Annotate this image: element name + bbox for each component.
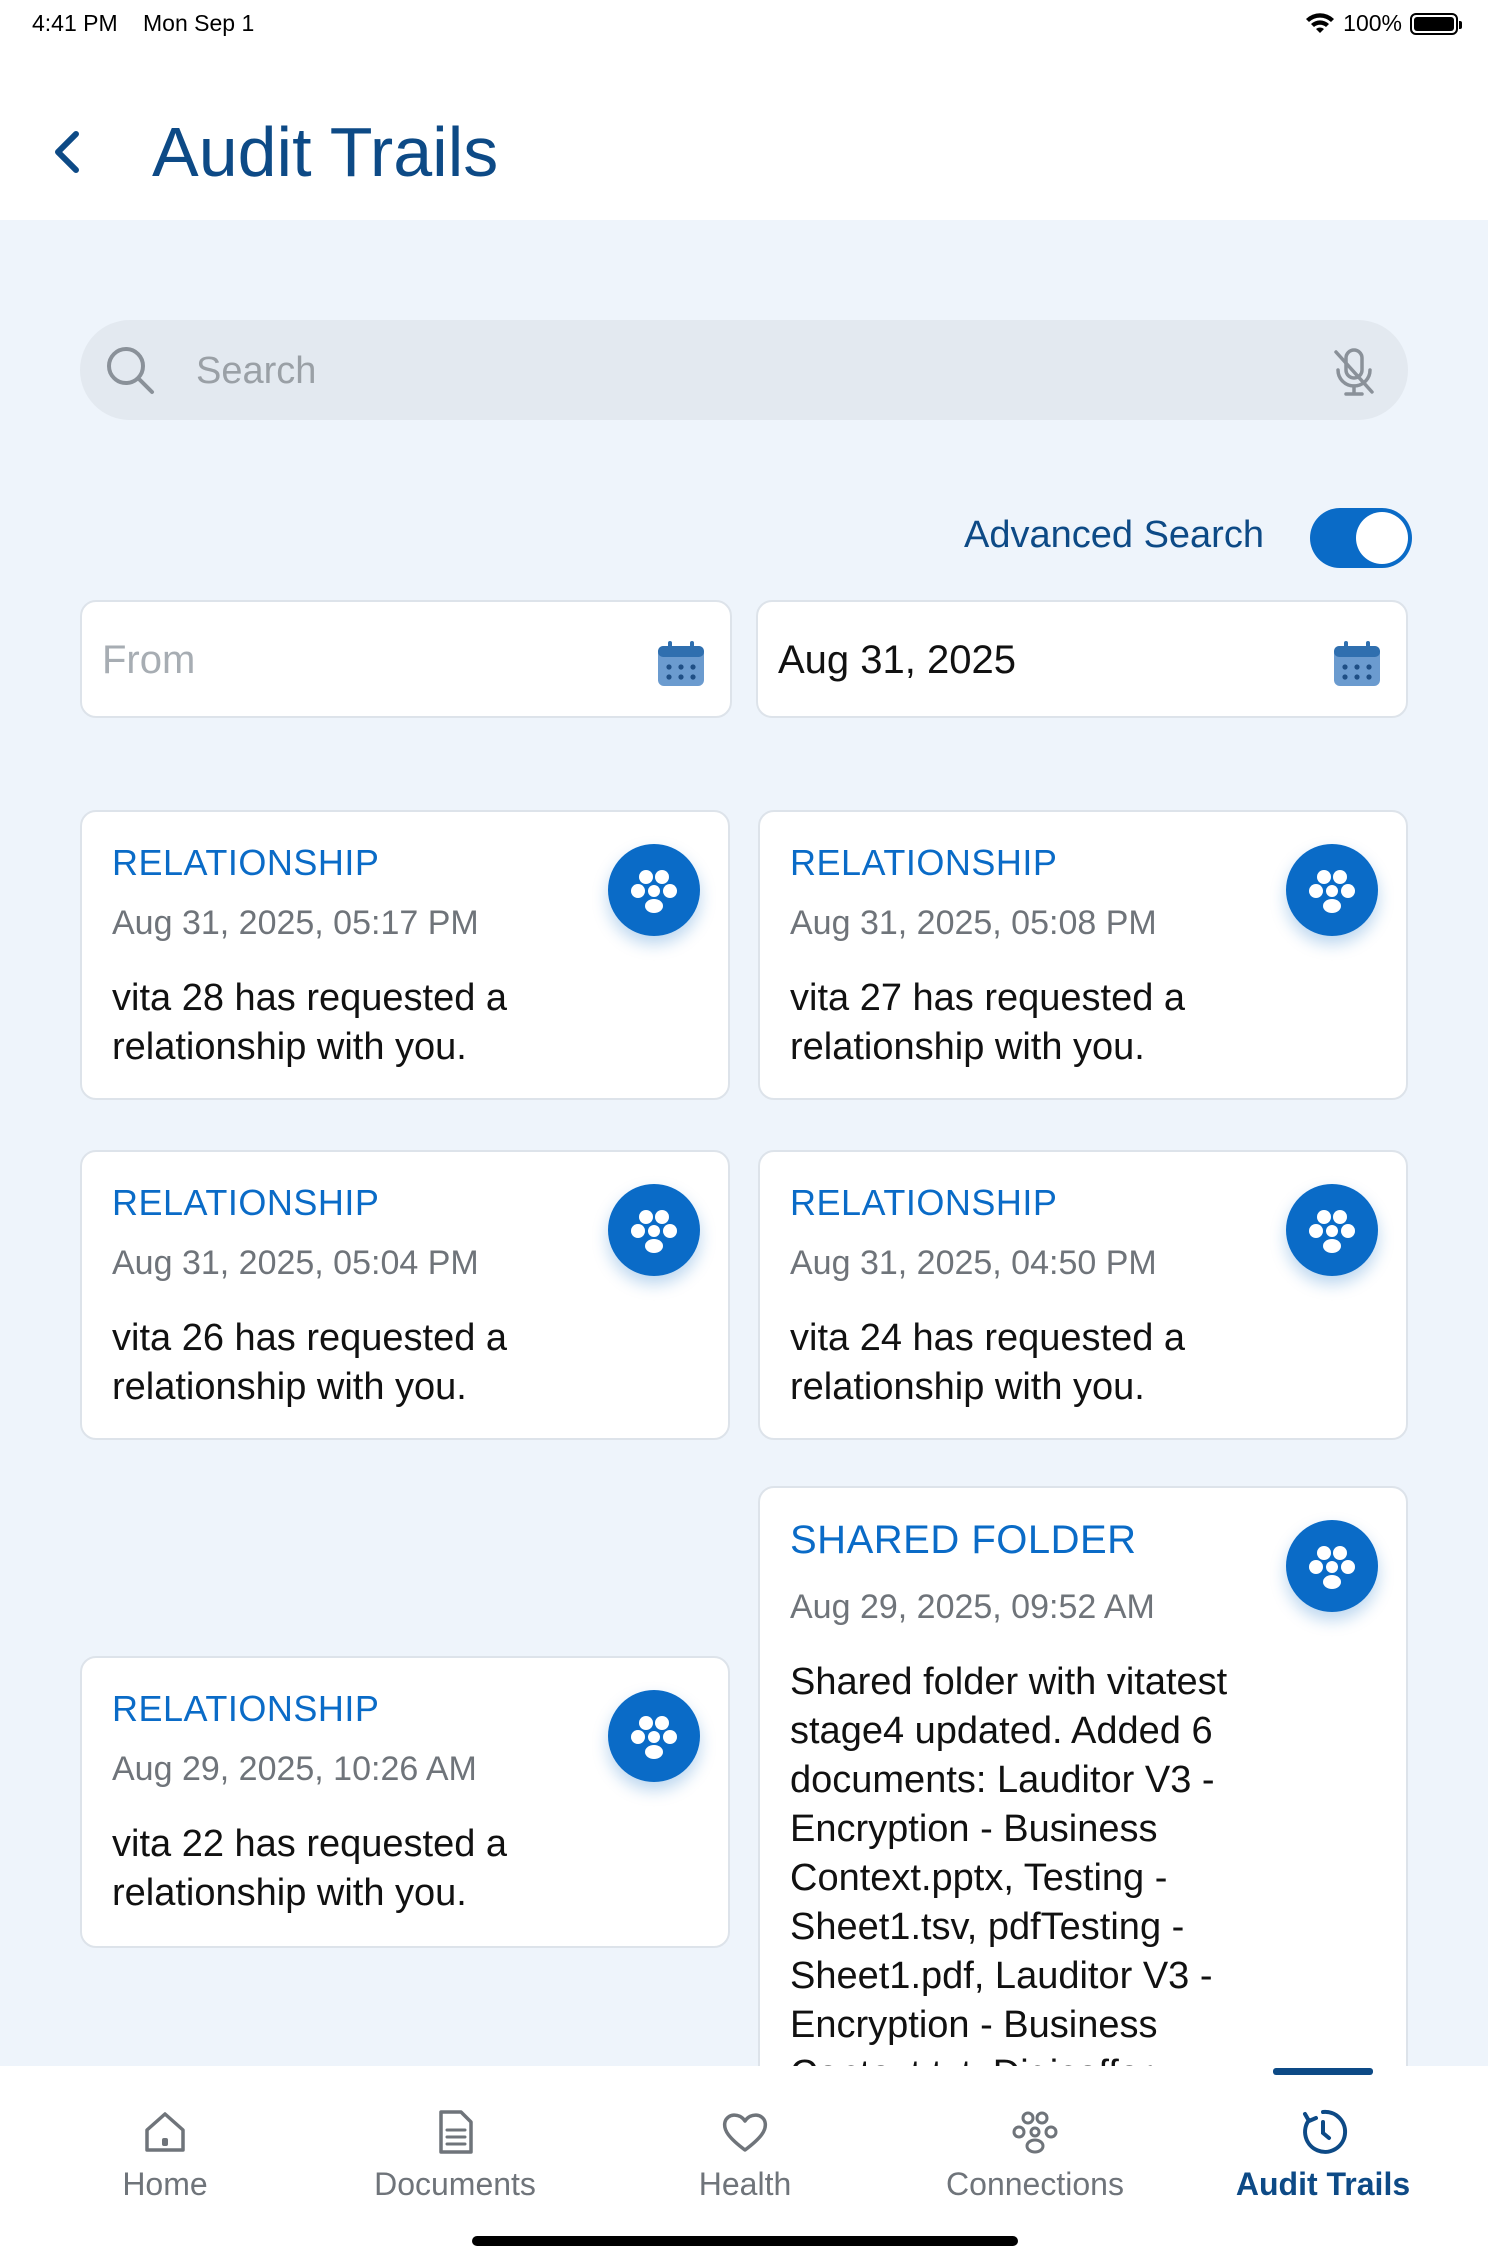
card-type: RELATIONSHIP [790,842,1058,883]
from-date-field[interactable] [80,600,732,718]
card-type: SHARED FOLDER [790,1518,1137,1562]
card-date: Aug 31, 2025, 04:50 PM [790,1244,1157,1282]
to-date-value: Aug 31, 2025 [778,638,1016,682]
from-date-placeholder: From [102,638,196,682]
tab-label: Audit Trails [1235,2166,1411,2202]
tab-label: Home [122,2166,208,2202]
document-icon [429,2106,481,2158]
home-icon [139,2106,191,2158]
home-indicator [472,2236,1018,2246]
card-date: Aug 31, 2025, 05:08 PM [790,904,1157,942]
tab-health[interactable] [600,2066,890,2216]
card-message: vita 28 has requested a relationship with you. [112,977,508,1068]
tab-audit-trails[interactable] [1178,2066,1468,2216]
tab-home[interactable] [20,2066,310,2216]
card-date: Aug 29, 2025, 10:26 AM [112,1750,477,1788]
battery-percent: 100% [1343,10,1402,36]
card-type: RELATIONSHIP [112,842,380,883]
status-date: Mon Sep 1 [143,10,255,36]
card-message: vita 22 has requested a relationship with you. [112,1823,508,1914]
header [0,52,1488,220]
card-message: vita 24 has requested a relationship with you. [790,1317,1186,1408]
audit-card[interactable] [758,810,1408,1100]
search-input[interactable] [196,346,1276,396]
calendar-icon[interactable] [656,640,706,688]
card-message: Shared folder with vitatest stage4 updated. Added 6 documents: Lauditor V3 - Encryption - Business Context.pptx, Testing - Sheet1.tsv, pdfTesting - Sheet1.pdf, Lauditor V3 - Encryption - Business [790,1661,1228,2046]
calendar-icon[interactable] [1332,640,1382,688]
card-date: Aug 31, 2025, 05:04 PM [112,1244,479,1282]
card-message: vita 27 has requested a relationship with you. [790,977,1186,1068]
advanced-search-label: Advanced Search [964,514,1264,556]
search-bar[interactable] [80,320,1408,420]
card-type: RELATIONSHIP [790,1182,1058,1223]
back-button[interactable] [42,122,92,182]
search-icon [102,342,158,398]
connections-icon [1286,1184,1378,1276]
heart-icon [719,2106,771,2158]
status-right [1305,10,1458,37]
chevron-left-icon [42,122,92,182]
card-date: Aug 29, 2025, 09:52 AM [790,1588,1155,1626]
to-date-field[interactable] [756,600,1408,718]
connections-icon [608,1184,700,1276]
advanced-search-toggle[interactable] [1310,508,1412,568]
connections-icon [1286,844,1378,936]
active-tab-indicator [1273,2068,1373,2075]
tab-connections[interactable] [890,2066,1180,2216]
tab-label: Health [698,2166,792,2202]
wifi-icon [1305,13,1335,35]
audit-card[interactable] [758,1150,1408,1440]
audit-card[interactable] [758,1486,1408,2106]
mic-off-icon[interactable] [1330,346,1378,398]
audit-card[interactable] [80,810,730,1100]
audit-card[interactable] [80,1656,730,1948]
page-title: Audit Trails [152,113,499,191]
connections-icon [608,844,700,936]
toggle-knob [1356,512,1408,564]
status-bar [0,0,1488,52]
tab-label: Connections [946,2166,1124,2202]
card-date: Aug 31, 2025, 05:17 PM [112,904,479,942]
connections-icon [608,1690,700,1782]
tab-documents[interactable] [310,2066,600,2216]
tab-label: Documents [374,2166,536,2202]
connections-icon [1009,2106,1061,2158]
status-time: 4:41 PM [32,10,118,36]
card-type: RELATIONSHIP [112,1182,380,1223]
audit-card[interactable] [80,1150,730,1440]
connections-icon [1286,1520,1378,1612]
audit-trails-icon [1297,2106,1349,2158]
card-message: vita 26 has requested a relationship with you. [112,1317,508,1408]
card-type: RELATIONSHIP [112,1688,380,1729]
battery-icon [1410,13,1458,35]
